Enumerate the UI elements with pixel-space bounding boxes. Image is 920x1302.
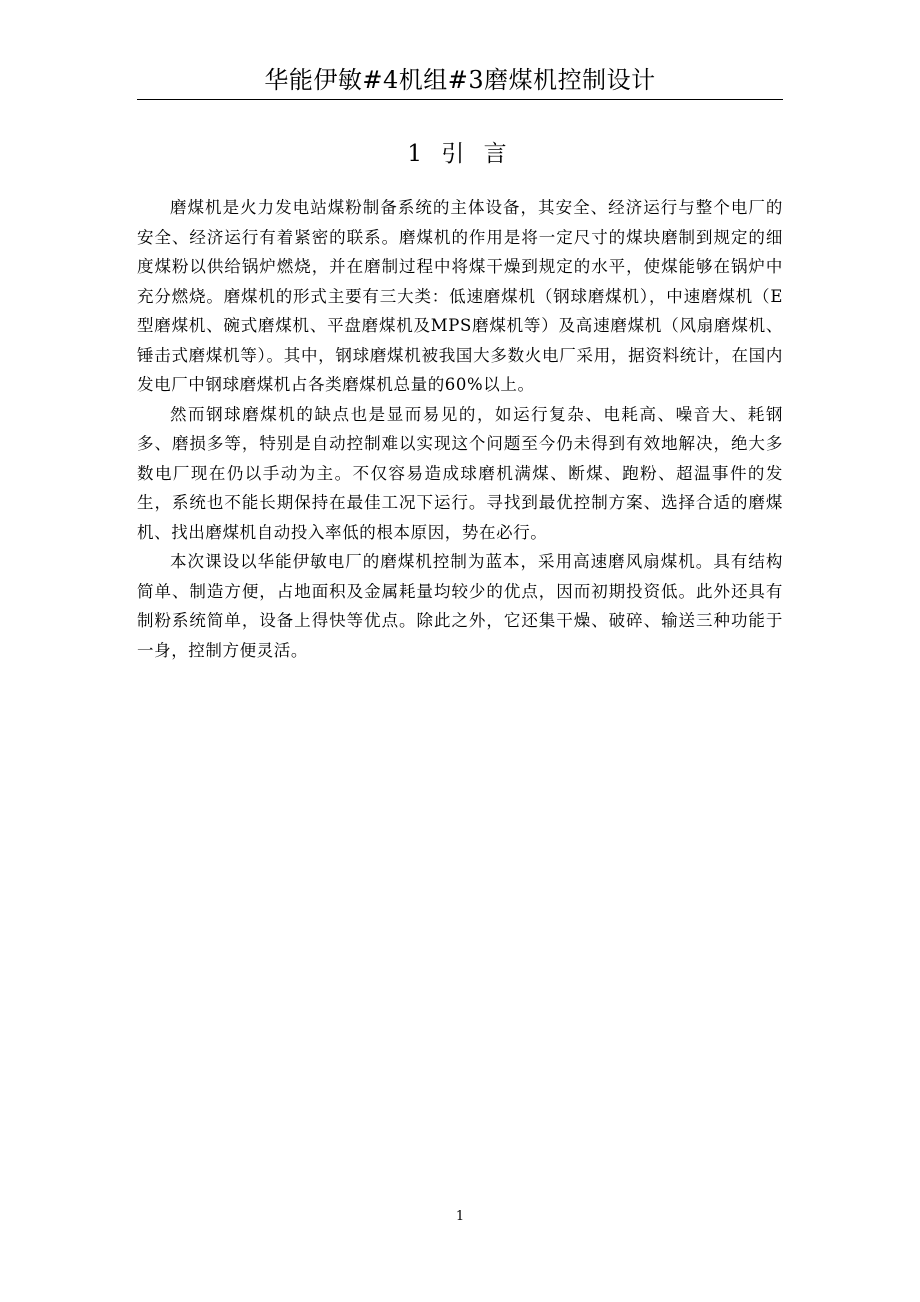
page-number: 1 bbox=[455, 1209, 465, 1224]
header-divider bbox=[137, 99, 783, 100]
paragraph-2: 然而钢球磨煤机的缺点也是显而易见的，如运行复杂、电耗高、噪音大、耗钢多、磨损多等，特别是自动控制难以实现这个问题至今仍未得到有效地解决，绝大多数电厂现在仍以手动为主。不仅容易造成球磨机满煤、断煤、跑粉、超温事件的发生，系统也不能长期保持在最佳工况下运行。寻找到最优控制方案、选择合适的磨煤机、找出磨煤机自动投入率低的根本原因，势在必行。 bbox=[137, 404, 783, 542]
body-text bbox=[137, 193, 783, 665]
running-header-title: 华能伊敏#4机组#3磨煤机控制设计 bbox=[264, 66, 656, 94]
paragraph-3: 本次课设以华能伊敏电厂的磨煤机控制为蓝本，采用高速磨风扇煤机。具有结构简单、制造方便，占地面积及金属耗量均较少的优点，因而初期投资低。此外还具有制粉系统简单，设备上得快等优点。除此之外，它还集干燥、破碎、输送三种功能于一身，控制方便灵活。 bbox=[137, 552, 783, 660]
section-heading: 1 引 言 bbox=[407, 141, 513, 167]
paragraph-1: 磨煤机是火力发电站煤粉制备系统的主体设备，其安全、经济运行与整个电厂的安全、经济运行有着紧密的联系。磨煤机的作用是将一定尺寸的煤块磨制到规定的细度煤粉以供给锅炉燃烧，并在磨制过程中将煤干燥到规定的水平，使煤能够在锅炉中充分燃烧。磨煤机的形式主要有三大类：低速磨煤机（钢球磨煤机），中速磨煤机（E型磨煤机、碗式磨煤机、平盘磨煤机及MPS磨煤机等）及高速磨煤机（风扇磨煤机、锤击式磨煤机等）。其中，钢球磨煤机被我国大多数火电厂采用，据资料统计，在国内发电厂中钢球磨煤机占各类磨煤机总量的60%以上。 bbox=[137, 198, 783, 394]
